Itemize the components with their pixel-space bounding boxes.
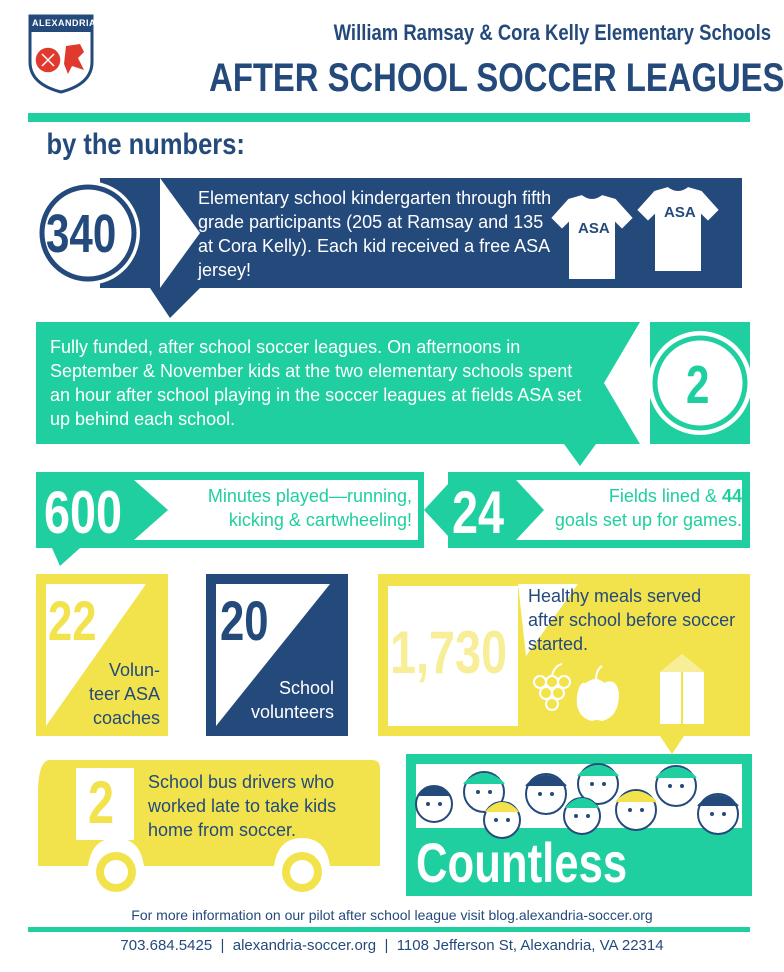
- fields-panel: [420, 470, 760, 550]
- page-title: AFTER SCHOOL SOCCER LEAGUES: [209, 56, 784, 100]
- minutes-text-line2: kicking & cartwheeling!: [228, 510, 412, 530]
- bus-drivers-text: School bus drivers who worked late to take kids home from soccer.: [148, 772, 337, 840]
- fruit-icon: [526, 660, 626, 726]
- smiles-panel: [406, 754, 752, 896]
- coaches-text-line3: coaches: [92, 708, 160, 728]
- milk-carton-icon: [646, 650, 718, 728]
- volunteers-number: 20: [220, 589, 269, 652]
- participants-panel: [0, 170, 784, 330]
- bus-panel: [36, 754, 382, 894]
- coaches-number: 22: [48, 589, 97, 652]
- goals-count: 44: [721, 486, 742, 506]
- alexandria-logo: [28, 14, 97, 94]
- jersey-label: ASA: [664, 204, 696, 221]
- coaches-text-line2: teer ASA: [88, 684, 160, 704]
- header-subtitle: William Ramsay & Cora Kelly Elementary Schools: [333, 20, 772, 45]
- coaches-panel: [36, 574, 168, 736]
- minutes-panel: [0, 470, 430, 570]
- fields-number: 24: [452, 479, 505, 546]
- fields-text-a: Fields lined &: [608, 486, 722, 506]
- jersey-icon: [548, 192, 636, 284]
- section-heading: by the numbers:: [46, 128, 245, 161]
- jersey-label: ASA: [578, 220, 610, 237]
- leagues-number: 2: [686, 355, 710, 415]
- logo-text: ALEXANDRIA: [32, 18, 97, 28]
- meals-text: Healthy meals served after school before soccer started.: [528, 586, 736, 654]
- participants-number: 340: [46, 204, 117, 264]
- footer-contact: [0, 937, 784, 954]
- volunteers-text-line2: volunteers: [250, 702, 334, 722]
- meals-panel: [378, 574, 752, 756]
- volunteers-text-line1: School: [278, 678, 334, 698]
- fields-text-line1: [540, 484, 742, 508]
- footer-divider: [28, 927, 750, 932]
- coaches-text-line1: Volun-: [108, 660, 160, 680]
- header-divider: [28, 113, 750, 122]
- leagues-text: Fully funded, after school soccer leagues. On afternoons in September & November kids at the two elementary schools spent an hour after school playing in the soccer leagues at fields ASA set up behind each school.: [50, 337, 582, 429]
- leagues-panel: [0, 318, 784, 468]
- meals-number: 1,730: [390, 619, 508, 686]
- minutes-text-line1: Minutes played—running,: [207, 486, 412, 506]
- jersey-icon: [634, 184, 722, 276]
- fields-text-line2: goals set up for games.: [554, 510, 742, 530]
- bus-drivers-number: 2: [88, 769, 115, 836]
- footer-contact-text: 703.684.5425 | alexandria-soccer.org | 1108 Jefferson St, Alexandria, VA 22314: [120, 937, 664, 954]
- volunteers-panel: [206, 574, 348, 736]
- footer-info: For more information on our pilot after school league visit blog.alexandria-soccer.org: [131, 907, 653, 923]
- smiles-number: Countless: [416, 831, 628, 894]
- minutes-number: 600: [44, 479, 123, 546]
- participants-text: Elementary school kindergarten through fifth grade participants (205 at Ramsay and 135 at Cora Kelly). Each kid received a free ASA jersey!: [198, 188, 552, 280]
